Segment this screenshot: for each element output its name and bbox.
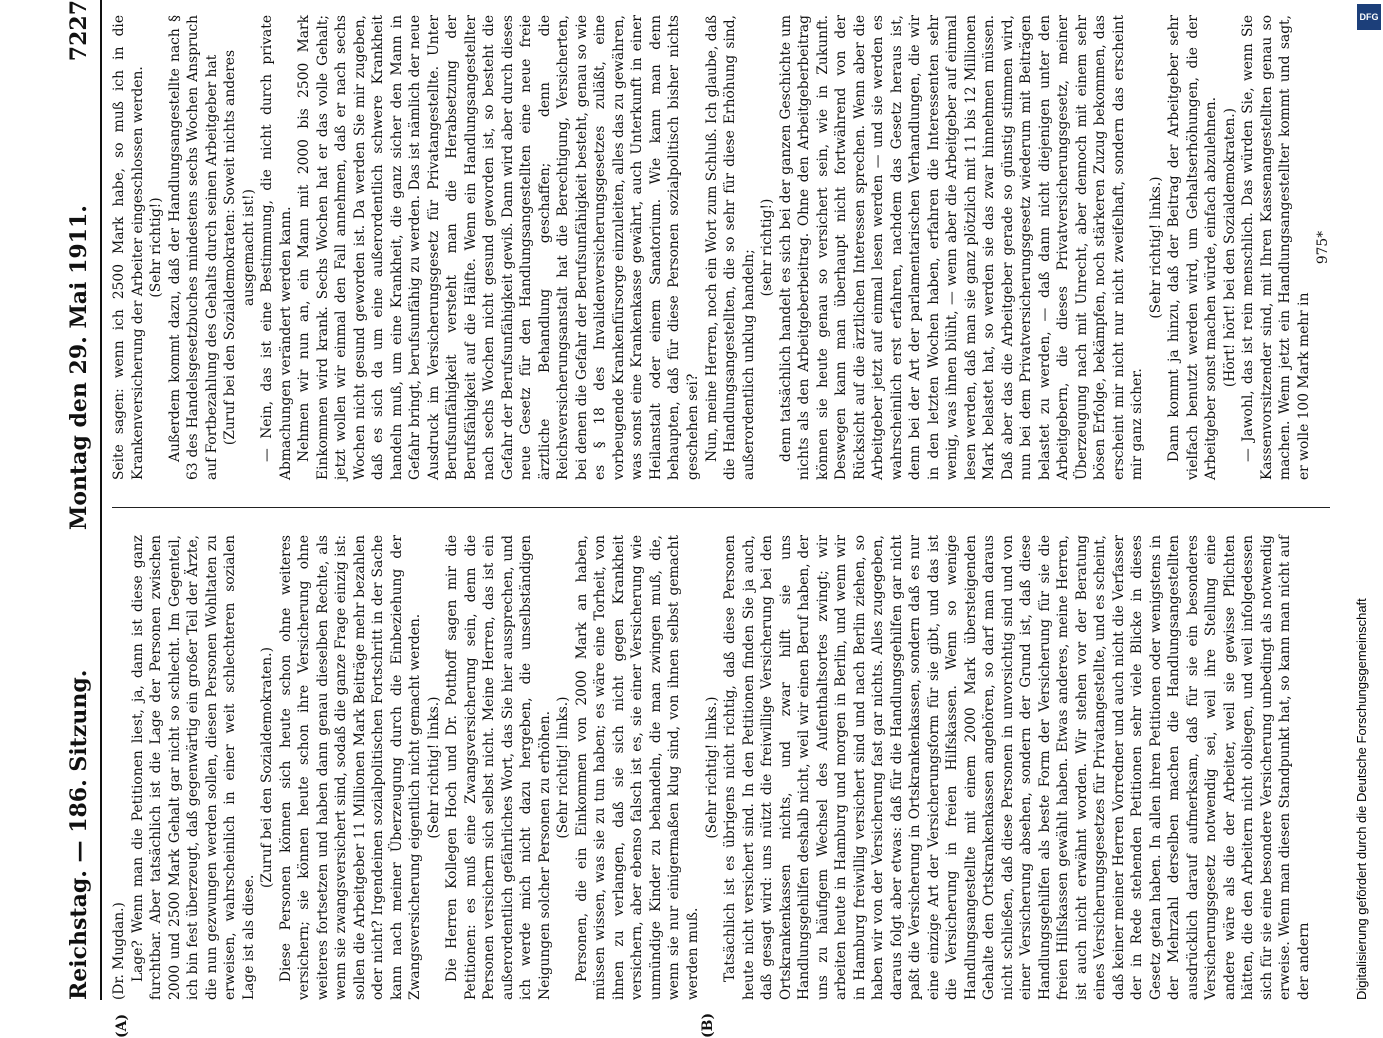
paragraph: Personen, die ein Einkommen von 2000 Mark an haben, müssen wissen, was sie zu tun haben; es wäre eine Torheit, von ihnen zu verlangen, daß sie sich nicht gegen Krankheit versichern, aber ebenso falsch ist es, sie einer Versicherung wie unmündige Kinder zu behandeln, die man zwingen muß, die, wenn sie nur einigermaßen klug sind, von ihnen selbst gemacht werden muß. [573,535,701,1000]
paragraph: Nun, meine Herren, noch ein Wort zum Schluß. Ich glaube, daß die Handlungsangestellten, die so sehr für diese Erhöhung sind, außerordentlich unklug handeln; [703,15,757,480]
margin-mark-a: (A) [114,1013,130,1038]
paragraph: Die Herren Kollegen Hoch und Dr. Potthoff sagen mir die Petitionen: es muß eine Zwangsversicherung sein, denn die Personen versichern sich selbst nicht. Meine Herren, das ist ein außerordentlich gefährliches Wort, das Sie hier aussprechen, und ich werde mich nicht dazu hergeben, die unselbständigen Neigungen solcher Personen zu erhöhen. [444,535,553,1000]
header-center: Montag den 29. Mai 1911. [66,205,92,530]
interjection: (Sehr richtig! links.) [703,696,720,839]
paragraph: Diese Personen können sich heute schon ohne weiteres versichern; sie können heute schon ihre Versicherung ohne weiteres fortsetzen und haben dann genau dieselben Rechte, als wenn sie zwangsversichert sind, sodaß die ganze Frage einzig ist: sollen die Arbeitgeber 11 Millionen Mark Beiträge mehr bezahlen oder nicht? Irgendeinen sozialpolitischen Fortschritt in der Sache kann nach meiner Überzeugung durch die Einbeziehung der Zwangsversicherung eigentlich nicht gemacht werden. [277,535,424,1000]
speaker-label: (Dr. Mugdan.) [111,902,127,1000]
interjection: (Sehr richtig!) [148,197,165,298]
column-divider [112,507,1330,508]
digitization-strip [1353,0,1383,1000]
paragraph: — Jawohl, das ist rein menschlich. Das würden Sie, wenn Sie Kassenvorsitzender sind, mit Ihren Kassenangestellten genau so machen. Wenn jetzt ein Handlungsangestellter kommt und sagt, er wolle 100 Mark mehr in [1240,15,1312,480]
dfg-logo: DFG [1357,4,1381,30]
paragraph: — Nein, das ist eine Bestimmung, die nicht durch private Abmachungen verändert werden kann. [259,15,294,480]
paragraph: Tatsächlich ist es übrigens nicht richtig, daß diese Personen heute nicht versichert sind. In den Petitionen finden Sie ja auch, daß gesagt wird: uns nützt die freiwillige Versicherung bei den Ortskrankenkassen nichts, und zwar hilft sie uns Handlungsgehilfen deshalb nicht, weil wir einen Beruf haben, der uns zu häufigem Wechsel des Aufenthaltsortes zwingt; wir arbeiten heute in Hamburg und morgen in Berlin, und wenn wir in Hamburg freiwillig versichert sind und nach Berlin ziehen, so haben wir von der Versicherung fast gar nichts. Alles zugegeben, daraus folgt aber etwas: daß für die Handlungsgehilfen gar nicht paßt die Versicherung in Ortskrankenkassen, sondern daß es nur eine einzige Art der Versicherungsform für sie gibt, und das ist die Versicherung in freien Hilfskassen. Wenn so wenige Handlungsangestellte mit einem 2000 Mark übersteigenden Gehalte den Ortskrankenkassen angehören, so darf man daraus nicht schließen, daß diese Personen in unvorsichtig sind und von einer Versicherung absehen, sondern der Grund ist, daß diese Handlungsgehilfen als beste Form der Versicherung für sie die freien Hilfskassen gewählt haben. Etwas anderes, meine Herren, ist auch nicht erwähnt worden. Wir stehen vor der Beratung eines Versicherungsgesetzes für Privatangestellte, und es scheint, daß keiner meiner Herren Vorredner und auch nicht die Verfasser der in Rede stehenden Petitionen sehr viele Blicke in dieses Gesetz getan haben. In allen ihren Petitionen oder wenigstens in der Mehrzahl derselben machen die Handlungsangestellten ausdrücklich darauf aufmerksam, daß für sie ein besonderes Versicherungsgesetz notwendig sei, weil ihre Stellung eine andere wäre als die der Arbeiter, weil sie gewisse Pflichten hätten, die den Arbeitern nicht obliegen, und weil infolgedessen sich für sie eine besondere Versicherung unbedingt als notwendig erweise. Wenn man diesen Standpunkt hat, so kann man nicht auf der andern [722,535,1312,1000]
interjection: (Sehr richtig! links.) [1147,176,1164,319]
header-left: Reichstag. — 186. Sitzung. [66,669,92,1000]
interjection: (Zuruf bei den Sozialdemokraten: Soweit nichts anderes ausgemacht ist!) [222,49,257,446]
interjection: (Sehr richtig! links.) [425,696,442,839]
running-header [60,0,102,1000]
paragraph: Nehmen wir nun an, ein Mann mit 2000 bis 2500 Mark Einkommen wird krank. Sechs Wochen hat er das volle Gehalt; jetzt wollen wir einmal den Fall annehmen, daß er nach sechs Wochen nicht gesund geworden ist. Da werden Sie mir zugeben, daß es sich da um eine außerordentlich schwere Krankheit handeln muß, um eine Krankheit, die ganz sicher den Mann in Gefahr bringt, berufsunfähig zu werden. Das ist nämlich der neue Ausdruck im Versicherungsgesetz für Privatangestellte. Unter Berufsunfähigkeit versteht man die Herabsetzung der Berufsfähigkeit auf die Hälfte. Wenn ein Handlungsangestellter nach sechs Wochen nicht gesund geworden ist, so besteht die Gefahr der Berufsunfähigkeit gewiß. Dann wird aber durch dieses neue Gesetz für den Handlungsangestellten eine neue freie ärztliche Behandlung geschaffen; denn die Reichsversicherungsanstalt hat die Berechtigung, Versicherten, bei denen die Gefahr der Berufsunfähigkeit besteht, genau so wie es § 18 des Invalidenversicherungsgesetzes zuläßt, eine vorbeugende Krankenfürsorge einzuleiten, alles das zu gewähren, was sonst eine Krankenkasse gewährt, auch Unterkunft in einer Heilanstalt oder einem Sanatorium. Wie kann man denn behaupten, daß für diese Personen sozialpolitisch bisher nichts geschehen sei? [296,15,701,480]
paragraph: Seite sagen: wenn ich 2500 Mark habe, so muß ich in die Krankenversicherung der Arbeiter eingeschlossen werden. [111,15,146,480]
footnote-mark: 975* [1314,230,1331,265]
paragraph: Dann kommt ja hinzu, daß der Beitrag der Arbeitgeber sehr vielfach benutzt werden wird, um Gehaltserhöhungen, die der Arbeitgeber sonst machen würde, einfach abzulehnen. [1166,15,1220,480]
header-page-number: 7227 [66,0,92,62]
paragraph: Lage? Wenn man die Petitionen liest, ja, dann ist diese ganz furchtbar. Aber tatsächlich ist die Lage der Personen zwischen 2000 und 2500 Mark Gehalt gar nicht so schlecht. Im Gegenteil, ich bin fest überzeugt, daß gegenwärtig ein großer Teil der Ärzte, die nun gezwungen werden sollen, diesen Personen Wohltaten zu erweisen, wahrscheinlich in einer weit schlechteren sozialen Lage ist als diese. [129,535,257,1000]
interjection: (Hört! hört! bei den Sozialdemokraten.) [1221,107,1238,388]
rotated-document-page [60,0,1350,1038]
interjection: (Sehr richtig! links.) [555,696,572,839]
paragraph: denn tatsächlich handelt es sich bei der ganzen Geschichte um nichts als den Arbeitgeberbeitrag. Ohne den Arbeitgeberbeitrag können sie heute genau so versichert sein, wie in Zukunft. Deswegen kann man überhaupt nicht fortwährend von der Rücksicht auf die ärztlichen Interessen sprechen. Wenn aber die Arbeitgeber jetzt auf einmal lesen werden — und sie werden es wahrscheinlich erst erfahren, nachdem das Gesetz heraus ist, denn bei der Art der parlamentarischen Verhandlungen, die wir in den letzten Wochen haben, erfahren die Interessenten sehr wenig, was ihnen blüht, — wenn aber die Arbeitgeber auf einmal lesen werden, daß man sie ganz plötzlich mit 11 bis 12 Millionen Mark belastet hat, so werden sie das zwar hinnehmen müssen. Daß aber das die Arbeitgeber gerade so günstig stimmen wird, nun bei dem Privatversicherungsgesetz wiederum mit Beiträgen belastet zu werden, — daß dann nicht diejenigen unter den Arbeitgebern, die dieses Privatversicherungsgesetz, meiner Überzeugung nach mit Unrecht, aber dennoch mit einem sehr bösen Erfolge, bekämpfen, noch stärkeren Zuzug bekommen, das erscheint mir nicht nur nicht zweifelhaft, sondern das erscheint mir ganz sicher. [777,15,1146,480]
right-column [110,15,1332,480]
interjection: (sehr richtig!) [759,198,776,297]
digitization-note: Digitalisierung gefördert durch die Deutsche Forschungsgemeinschaft [1354,598,1369,1000]
paragraph: Außerdem kommt dazu, daß der Handlungsangestellte nach § 63 des Handelsgesetzbuches mindestens sechs Wochen Anspruch auf Fortbezahlung des Gehalts durch seinen Arbeitgeber hat [166,15,220,480]
interjection: (Zuruf bei den Sozialdemokraten.) [259,647,276,888]
left-column [110,535,1314,1000]
margin-mark-b: (B) [700,1012,716,1038]
